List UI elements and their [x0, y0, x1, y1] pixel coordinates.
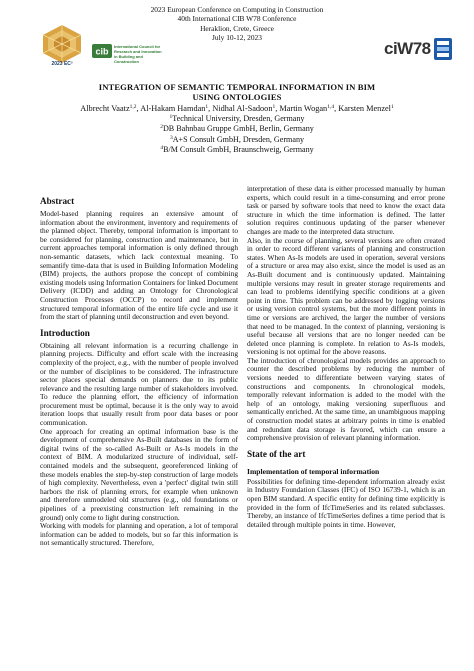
conference-info: [150, 5, 324, 43]
affiliation: [40, 114, 434, 124]
title-line: INTEGRATION OF SEMANTIC TEMPORAL INFORMATION IN BIM: [98, 82, 376, 92]
abstract-heading: Abstract: [40, 196, 75, 206]
author-list: [30, 104, 444, 114]
affiliation: [40, 145, 434, 155]
conference-line: July 10-12, 2023: [212, 33, 262, 43]
conference-line: 2023 European Conference on Computing in Construction: [150, 5, 324, 14]
ec3-logo-label: 2023 EC³: [51, 61, 73, 67]
affiliation-mark: 3: [169, 135, 173, 141]
author-affiliation-mark: 1,2: [129, 104, 137, 110]
affiliation-text: Technical University, Dresden, Germany: [172, 114, 305, 123]
conference-header: [0, 0, 474, 72]
cib-mark-icon: [92, 44, 112, 58]
affiliation-mark: 1: [169, 114, 173, 120]
introduction-heading: Introduction: [40, 327, 90, 338]
author-separator: ,: [275, 104, 280, 113]
body-paragraph: The introduction of chronological models provides an approach to counter the described problems by reducing the number of versions needed to differentiate between varying states of constructions and components. In chronological models, temporally relevant information is added to the model with the help of an ontology, making versioning superfluous and semantically enriched. At the same time, an unambiguous mapping of construction model states at arbitrary points in time is enabled and redundant data storage is favored, which can ensure a comprehensive provision of relevant planning information.: [247, 355, 445, 443]
affiliation-mark: 4: [160, 145, 164, 151]
left-column: [40, 196, 238, 548]
author-name: Albrecht Vaatz: [80, 104, 130, 113]
body-paragraph: interpretation of these data is either processed manually by human experts, which could result in a time-consuming and error prone task or parsed by software tools that need to know the exact data structure in which the time information is defined. The latter solution requires continuous updating of the parser whenever changes are made to the interpreted data structure.: [247, 184, 445, 236]
body-paragraph: Working with models for planning and operation, a lot of temporal information can be added to models, but so far this information is not semantically structured. Therefore,: [40, 521, 238, 548]
abstract-text: Model-based planning requires an extensive amount of information about the environment, inventory and requirements of the planned object. Thereby, temporal information is important to be considered for planning, construction and maintenance, but in current approaches temporal information is only defined through non-semantic datasets, which lack contextual meaning. To semantify time-data that is used in Building Information Modeling (BIM) projects, the authors propose the concept of combining existing models using Information Containers for linked Document Delivery (ICDD) and adding an Ontology for Chronological Construction Processes (OCCP) to record and implement structured temporal information of the entire life cycle and use it from the start of planning until deconstruction and even beyond.: [40, 209, 238, 322]
author-affiliation-mark: 1,4: [327, 104, 335, 110]
author-affiliation-mark: 1: [391, 104, 394, 110]
title-line: USING ONTOLOGIES: [192, 92, 282, 103]
w78-logo: [382, 36, 452, 64]
author-name: Al-Hakam Hamdan: [140, 104, 206, 113]
author-name: Martin Wogan: [279, 104, 328, 113]
ec3-logo-icon: [40, 24, 84, 64]
affiliation-text: B/M Consult GmbH, Braunschweig, Germany: [163, 145, 314, 154]
state-of-the-art-heading: State of the art: [247, 448, 306, 459]
affiliation-text: DB Bahnbau Gruppe GmbH, Berlin, Germany: [162, 124, 314, 133]
author-separator: ,: [136, 104, 141, 113]
paper-title: [40, 82, 434, 103]
body-paragraph: Possibilities for defining time-dependent information already exist in Industry Foundation Classes (IFC) of ISO 16739-1, which is an open BIM standard. A specific entity for defining time explicitly is provided in the form of IfcTimeSeries and its related subclasses. Thereby, an instance of IfcTimeSeries defines a time period that is detailed through multiple points in time. However,: [247, 476, 445, 529]
author-separator: ,: [208, 104, 213, 113]
body-paragraph: Obtaining all relevant information is a recurring challenge in planning projects. Difficulty and effort scale with the increasing complexity of the project, e.g., with the number of people involved or the number of disciplines to be considered. The infrastructure sector places special demands on planners due to its public relevance and the resulting large number of stakeholders involved. To reduce the planning effort, the efficiency of information procurement must be optimal, because it is the only way to avoid iteration loops that usually result from poor data bases or poor communication.: [40, 340, 238, 428]
right-column: [247, 185, 445, 529]
author-name: Nidhal Al-Sadoon: [212, 104, 273, 113]
author-affiliation-mark: 1: [272, 104, 276, 110]
subsection-heading: Implementation of temporal information: [247, 466, 380, 476]
affiliation-text: A+S Consult GmbH, Dresden, Germany: [172, 135, 305, 144]
affiliation-mark: 2: [160, 124, 163, 130]
author-affiliation-mark: 1: [205, 104, 209, 110]
author-separator: ,: [334, 104, 339, 113]
cib-logo-text: International Council for Research and Innovation in Building and Construction: [114, 44, 162, 64]
svg-text:cib: cib: [95, 46, 109, 57]
cib-logo: [92, 42, 162, 68]
body-paragraph: One approach for creating an optimal information base is the development of comprehensive As-Built databases in the form of digital twins of the so-called As-Built or As-Is models in the context of BIM. A modularized structure of individual, self-contained models and the subsequent, georeferenced linking of these models enables the step-by-step construction of large models of high complexity. Nevertheless, even a 'perfect' digital twin still harbors the risk of planning errors, for example when unknown and therefore unmodeled old structures (e.g., old foundations or pipelines of a preexisting construction left remaining in the ground) only come to light during construction.: [40, 426, 238, 522]
w78-mark-icon: [434, 38, 452, 60]
affiliation: [40, 135, 434, 145]
author-name: Karsten Menzel: [338, 104, 391, 113]
w78-logo-text: ciW78: [384, 39, 431, 58]
conference-line: Heraklion, Crete, Greece: [200, 23, 274, 33]
affiliation: [40, 124, 434, 134]
body-paragraph: Also, in the course of planning, several versions are often created in order to record different variants of planning and construction states. When As-Is models are used in operation, several versions of a structure or area may also exist, since the model is used as an As-Built document and is continuously updated. Maintaining multiple versions may result in greater storage requirements and can lead to problems identifying specific conditions at a given point in time. This problem can be addressed by logging versions or using version control systems, but the more different points in time or versions are archived, the larger the number of versions that need to be managed. In the context of planning, versioning is useful because all versions that are no longer needed can be deleted once planning is complete. In relation to As-Is models, versioning is not optimal for the above reasons.: [247, 235, 445, 357]
conference-line: 40th International CIB W78 Conference: [177, 14, 297, 24]
